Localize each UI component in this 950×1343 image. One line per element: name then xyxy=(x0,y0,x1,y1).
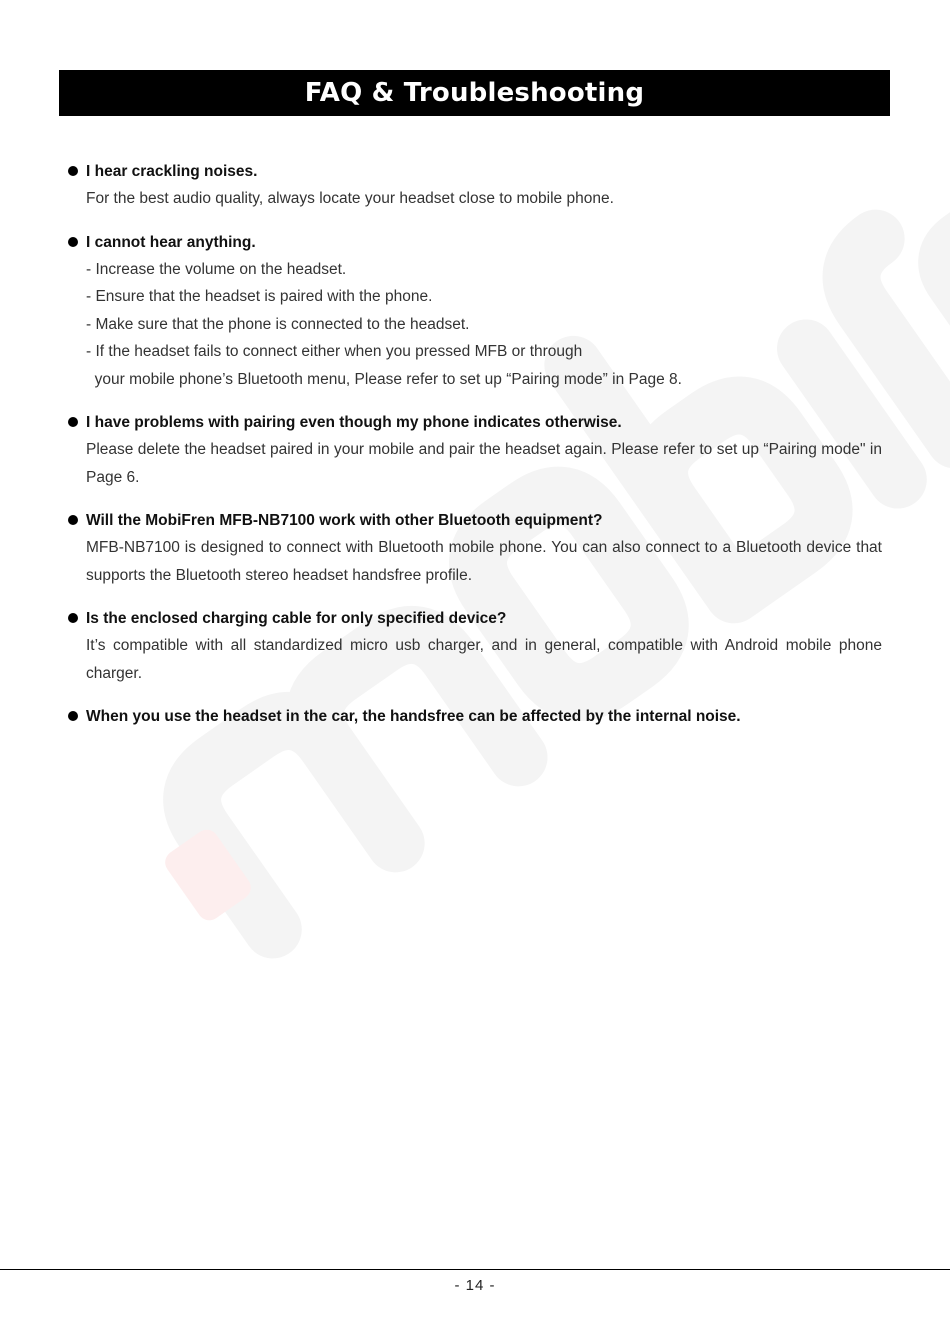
faq-answer-line: - Increase the volume on the headset. xyxy=(86,260,347,278)
faq-list xyxy=(68,158,882,746)
bullet-icon xyxy=(68,417,78,427)
faq-answer-line: - Make sure that the phone is connected to the headset. xyxy=(86,315,470,333)
faq-answer-line: your mobile phone’s Bluetooth menu, Please refer to set up “Pairing mode” in Page 8. xyxy=(86,370,682,388)
footer-divider xyxy=(0,1269,950,1270)
faq-answer: It’s compatible with all standardized micro usb charger, and in general, compatible with Android mobile phone charger. xyxy=(86,637,882,682)
faq-item xyxy=(68,507,882,589)
bullet-icon xyxy=(68,166,78,176)
bullet-icon xyxy=(68,515,78,525)
faq-item xyxy=(68,229,882,394)
faq-question: I hear crackling noises. xyxy=(86,163,258,180)
faq-answer-line: - If the headset fails to connect either when you pressed MFB or through xyxy=(86,343,583,360)
faq-answer: MFB-NB7100 is designed to connect with Bluetooth mobile phone. You can also connect to a Bluetooth device that supports the Bluetooth stereo headset handsfree profile. xyxy=(86,539,882,584)
faq-question: When you use the headset in the car, the handsfree can be affected by the internal noise. xyxy=(86,708,741,725)
page-number: - 14 - xyxy=(454,1277,496,1294)
faq-answer: Please delete the headset paired in your mobile and pair the headset again. Please refer to set up “Pairing mode" in Page 6. xyxy=(86,441,882,486)
bullet-icon xyxy=(68,613,78,623)
page-title: FAQ & Troubleshooting xyxy=(304,78,645,108)
faq-answer-line: - Ensure that the headset is paired with the phone. xyxy=(86,288,433,305)
faq-question: Will the MobiFren MFB-NB7100 work with other Bluetooth equipment? xyxy=(86,512,603,529)
faq-question: I cannot hear anything. xyxy=(86,233,256,251)
bullet-icon xyxy=(68,711,78,721)
faq-question: I have problems with pairing even though my phone indicates otherwise. xyxy=(86,414,622,431)
faq-answer: For the best audio quality, always locate your headset close to mobile phone. xyxy=(86,190,614,207)
bullet-icon xyxy=(68,237,78,247)
faq-item xyxy=(68,158,882,213)
faq-item xyxy=(68,703,882,730)
faq-question: Is the enclosed charging cable for only specified device? xyxy=(86,610,507,627)
faq-item xyxy=(68,409,882,491)
faq-item xyxy=(68,605,882,687)
page-header-bar xyxy=(59,70,890,116)
